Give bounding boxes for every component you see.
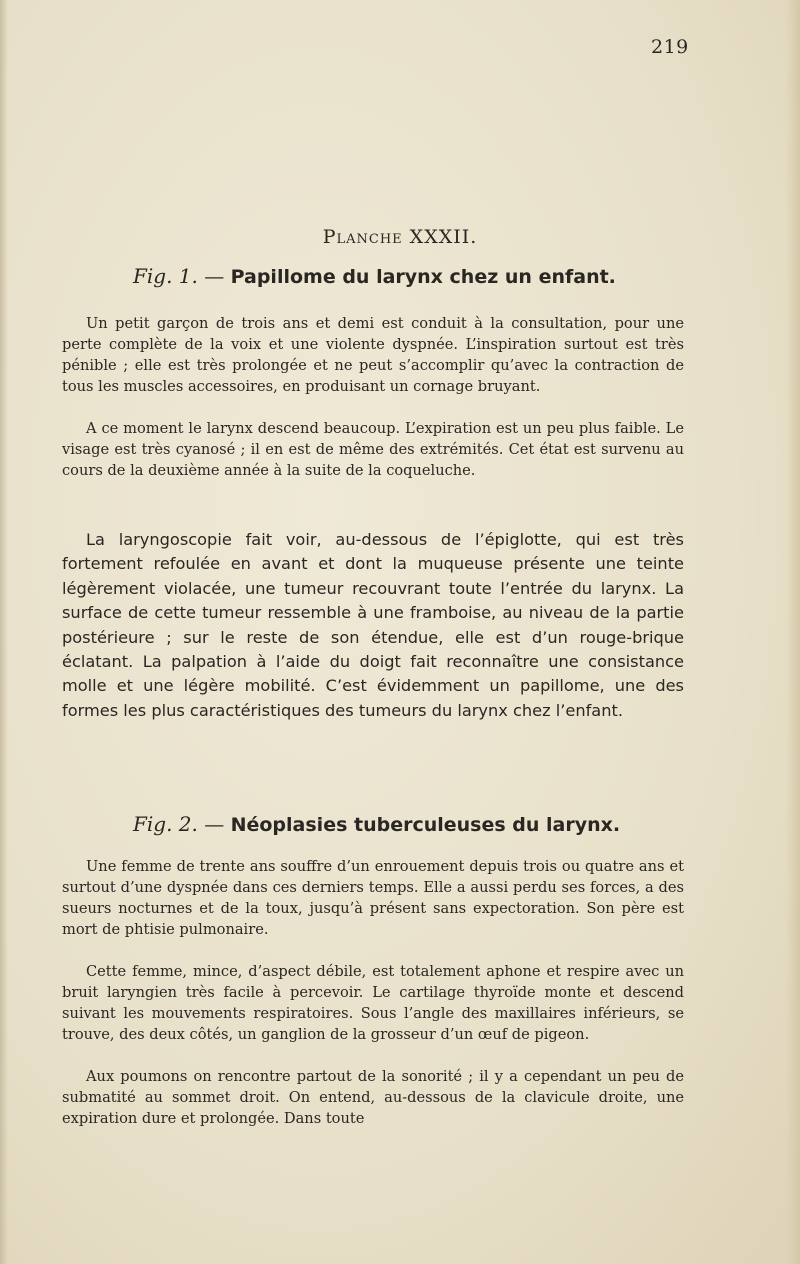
page-right-shadow — [786, 0, 800, 1264]
figure-1-paragraph-2: A ce moment le larynx descend beaucoup. L’expiration est un peu plus faible. Le visage est très cyanosé ; il en est de même des extrémités. Cet état est survenu au cours de la deuxième année à la suite de la coqueluche. — [62, 420, 684, 479]
figure-2-paragraph-2: Cette femme, mince, d’aspect débile, est totalement aphone et respire avec un bruit laryngien très facile à percevoir. Le cartilage thyroïde monte et descend suivant les mouvements respiratoires. Sous l’angle des maxillaires inférieurs, se trouve, des deux côtés, un ganglion de la grosseur d’un œuf de pigeon. — [62, 963, 684, 1043]
figure-2-paragraph-3: Aux poumons on rencontre partout de la sonorité ; il y a cependant un peu de submatité au sommet droit. On entend, au-dessous de la clavicule droite, une expiration dure et prolongée. Dans toute — [62, 1068, 684, 1127]
figure-1-title: Papillome du larynx chez un enfant. — [230, 266, 616, 288]
figure-2-heading — [133, 812, 620, 836]
figure-1-heading — [133, 264, 616, 288]
page-left-shadow — [0, 0, 8, 1264]
figure-1-label: Fig. 1. — [133, 264, 198, 288]
figure-1-paragraph-1: Un petit garçon de trois ans et demi est conduit à la consultation, pour une perte complète de la voix et une violente dyspnée. L’inspiration surtout est très pénible ; elle est très prolongée et ne peut s’accomplir qu’avec la contraction de tous les muscles accessoires, en produisant un cornage bruyant. — [62, 315, 684, 395]
page-number: 219 — [651, 36, 689, 58]
figure-1-dash: — — [204, 264, 225, 288]
figure-2-paragraph-1: Une femme de trente ans souffre d’un enrouement depuis trois ou quatre ans et surtout d’une dyspnée dans ces derniers temps. Elle a aussi perdu ses forces, a des sueurs nocturnes et de la toux, jusqu’à présent sans expectoration. Son père est mort de phtisie pulmonaire. — [62, 858, 684, 938]
plate-title: Planche XXXII. — [322, 226, 478, 248]
figure-2-label: Fig. 2. — [133, 812, 198, 836]
figure-1-paragraph-3: La laryngoscopie fait voir, au-dessous de l’épiglotte, qui est très fortement refoulée en avant et dont la muqueuse présente une teinte légèrement violacée, une tumeur recouvrant toute l’entrée du larynx. La surface de cette tumeur ressemble à une framboise, au niveau de la partie postérieure ; sur le reste de son étendue, elle est d’un rouge-brique éclatant. La palpation à l’aide du doigt fait reconnaître une consistance molle et une légère mobilité. C’est évidemment un papillome, une des formes les plus caractéristiques des tumeurs du larynx chez l’enfant. — [62, 530, 684, 720]
figure-2-dash: — — [204, 812, 225, 836]
figure-2-title: Néoplasies tuberculeuses du larynx. — [230, 814, 621, 836]
